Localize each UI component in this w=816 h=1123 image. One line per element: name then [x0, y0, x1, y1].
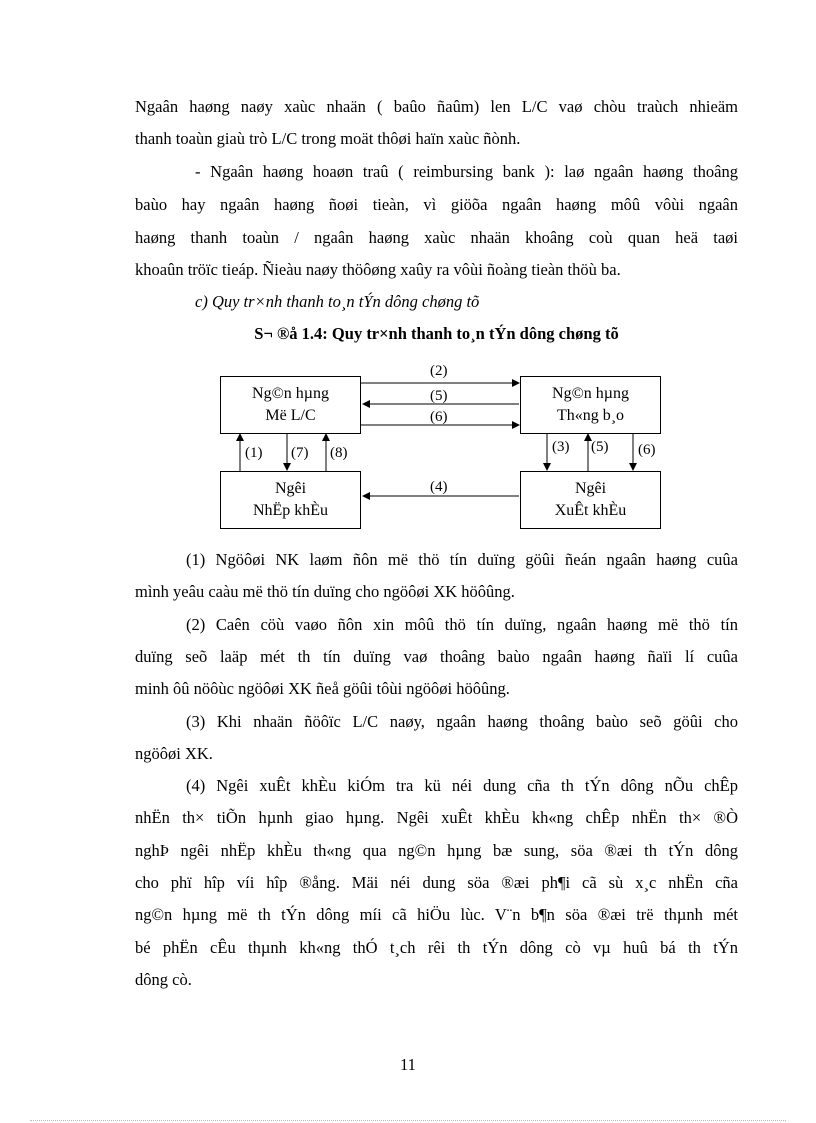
text-line: dông cò.: [135, 970, 192, 989]
text-line: baùo hay ngaân haøng ñoøi tieàn, vì giöõa ngaân haøng môû vôùi ngaân: [135, 195, 738, 214]
opening-bank-line2: Më L/C: [265, 407, 316, 424]
text-line: mình yeâu caàu më thö tín duïng cho ngöôøi XK höôûng.: [135, 582, 515, 601]
opening-bank-line1: Ng©n hµng: [252, 385, 329, 402]
arrow-label-5: (5): [430, 388, 448, 404]
text-line: Ngaân haøng naøy xaùc nhaän ( baûo ñaûm) len L/C vaø chòu traùch nhieäm: [135, 97, 738, 116]
arrow-label-6: (6): [430, 409, 448, 425]
text-line: (3) Khi nhaän ñöôïc L/C naøy, ngaân haøng thoâng baùo seõ göûi cho: [186, 712, 738, 731]
advising-bank-box: [520, 376, 661, 434]
text-line: khoaûn tröïc tieáp. Ñieàu naøy thöôøng xaûy ra vôùi ñoàng tieàn thöù ba.: [135, 260, 621, 279]
text-line: - Ngaân haøng hoaøn traû ( reimbursing bank ): laø ngaân haøng thoâng: [195, 162, 738, 181]
arrow-label-7: (7): [291, 445, 309, 461]
arrow-label-4: (4): [430, 479, 448, 495]
text-line: nghÞ ngêi nhËp khÈu th«ng qua ng©n hµng bæ sung, söa ®æi th tÝn dông: [135, 841, 738, 860]
text-line: (4) Ngêi xuÊt khÈu kiÓm tra kü néi dung cña th tÝn dông nÕu chÊp: [186, 776, 738, 795]
text-line: ng©n hµng më th tÝn dông míi cã hiÖu lùc. V¨n b¶n söa ®æi trë thµnh mét: [135, 905, 738, 924]
text-line: (1) Ngöôøi NK laøm ñôn më thö tín duïng göûi ñeán ngaân haøng cuûa: [186, 550, 738, 569]
exporter-line1: Ngêi: [574, 480, 607, 497]
figure-title: S¬ ®å 1.4: Quy tr×nh thanh to¸n tÝn dông chøng tõ: [254, 324, 619, 343]
arrow-label-3: (3): [552, 439, 570, 455]
arrow-label-6b: (6): [638, 442, 656, 458]
text-line: duïng seõ laäp mét th tín duïng vaø thoâng baùo ngaân haøng ñaïi lí cuûa: [135, 647, 738, 666]
advising-bank-line2: Th«ng b¸o: [556, 407, 625, 424]
text-line: haøng thanh toaùn / ngaân haøng xaùc nhaän khoâng coù quan heä taøi: [135, 228, 738, 247]
importer-line2: NhËp khÈu: [252, 502, 329, 519]
footer-divider: [30, 1120, 786, 1121]
text-line: nhËn th× tiÕn hµnh giao hµng. Ngêi xuÊt khÈu kh«ng chÊp nhËn th× ®Ò: [135, 808, 738, 827]
text-line: minh ôû nöôùc ngöôøi XK ñeå göûi tôùi ngöôøi höôûng.: [135, 679, 510, 698]
page-number: 11: [400, 1055, 416, 1074]
exporter-box: [520, 471, 661, 529]
text-line: cho phï hîp víi hîp ®ång. Mäi néi dung söa ®æi ph¶i cã sù x¸c nhËn cña: [135, 873, 738, 892]
arrow-label-2: (2): [430, 363, 448, 379]
text-line: bé phËn cÊu thµnh kh«ng thÓ t¸ch rêi th tÝn dông cò vµ huû bá th tÝn: [135, 938, 738, 957]
text-line: thanh toaùn giaù trò L/C trong moät thôøi haïn xaùc ñònh.: [135, 129, 521, 148]
importer-box: [220, 471, 361, 529]
text-line: (2) Caên cöù vaøo ñôn xin môû thö tín duïng, ngaân haøng më thö tín: [186, 615, 738, 634]
arrow-label-1: (1): [245, 445, 263, 461]
text-line: ngöôøi XK.: [135, 744, 213, 763]
importer-line1: Ngêi: [274, 480, 307, 497]
advising-bank-line1: Ng©n hµng: [552, 385, 629, 402]
section-heading: c) Quy tr×nh thanh to¸n tÝn dông chøng tõ: [195, 292, 480, 311]
opening-bank-box: [220, 376, 361, 434]
exporter-line2: XuÊt khÈu: [554, 502, 627, 519]
arrow-label-8: (8): [330, 445, 348, 461]
arrow-label-5b: (5): [591, 439, 609, 455]
